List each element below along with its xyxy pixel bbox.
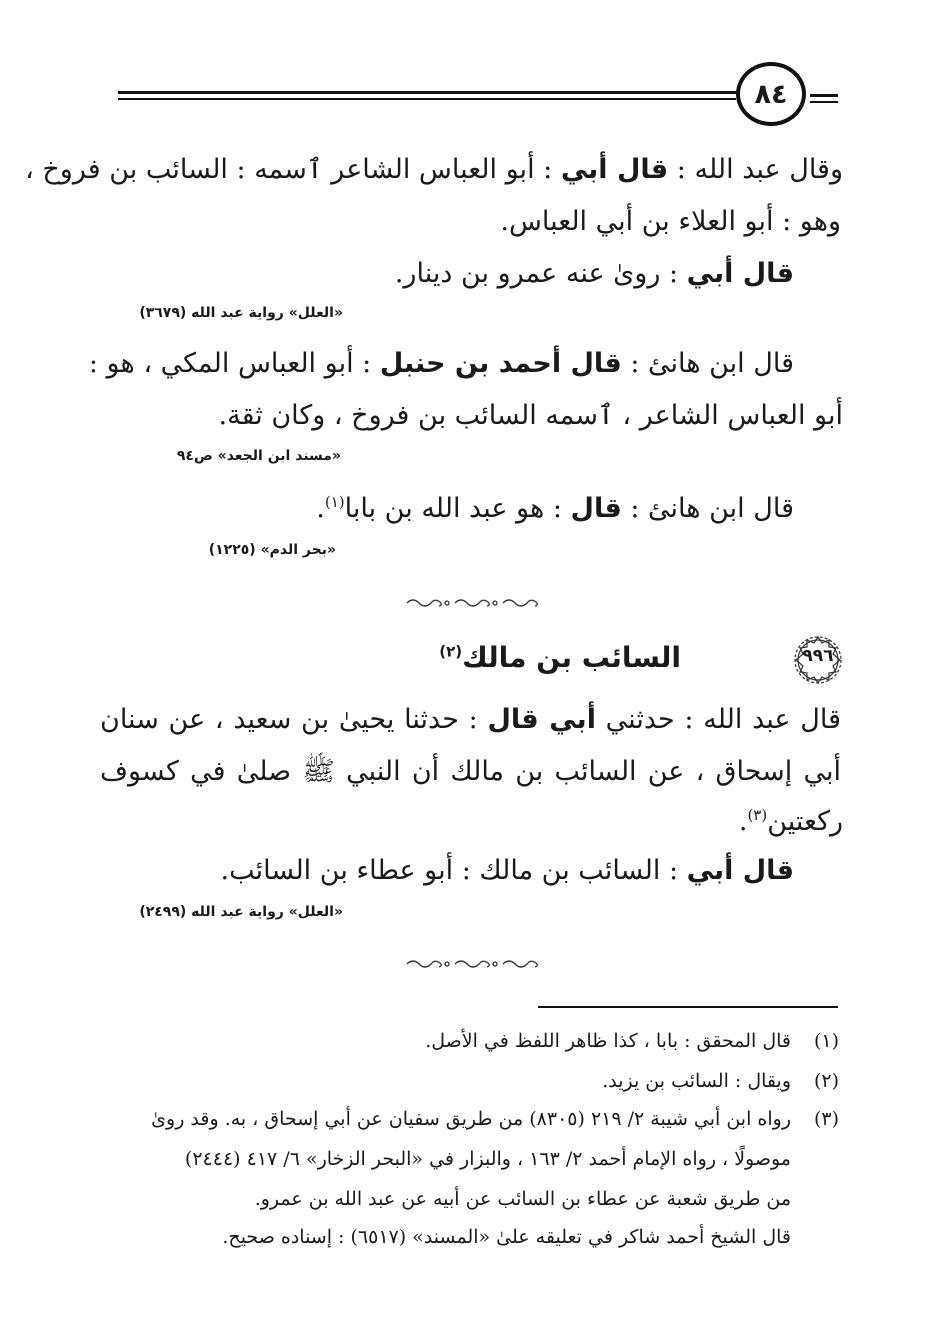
footnote-ref[interactable]: (٣) xyxy=(747,806,768,824)
bold-term: أبي قال xyxy=(487,704,596,735)
ornament-divider xyxy=(403,957,553,971)
text-line: أبي إسحاق ، عن السائب بن مالك أن النبي ﷺ صلىٰ في كسوف xyxy=(100,756,841,787)
footnote-text: ويقال : السائب بن يزيد. xyxy=(602,1070,791,1092)
footnote-text: من طريق شعبة عن عطاء بن السائب عن أبيه عن عبد الله بن عمرو. xyxy=(254,1188,791,1210)
header-rule xyxy=(810,101,838,103)
footnote-number: (١) xyxy=(813,1030,839,1052)
text-span: : السائب بن مالك : أبو عطاء بن السائب. xyxy=(220,855,687,886)
text-line xyxy=(316,489,794,529)
header-rule xyxy=(810,94,838,97)
text-span: قال ابن هانئ : xyxy=(621,493,794,524)
page-number: ٨٤ xyxy=(736,62,806,126)
text-span: قال ابن هانئ : xyxy=(621,348,794,379)
bold-term: قال أبي xyxy=(560,154,669,185)
footnote-ref[interactable]: (٢) xyxy=(439,642,463,661)
text-span: وقال عبد الله : xyxy=(668,154,843,185)
source-citation: «العلل» رواية عبد الله (٢٤٩٩) xyxy=(139,904,343,920)
bold-term: قال أبي xyxy=(686,258,794,289)
footnote-text: قال المحقق : بابا ، كذا ظاهر اللفظ في الأصل. xyxy=(425,1030,791,1052)
text-line xyxy=(739,802,843,842)
text-span: قال عبد الله : حدثني xyxy=(595,704,841,735)
entry-number: ٩٩٦ xyxy=(802,646,834,666)
section-title xyxy=(439,636,681,680)
text-span: : أبو العباس الشاعر ٱسمه : السائب بن فروخ ، xyxy=(25,154,561,185)
source-citation: «العلل» رواية عبد الله (٣٦٧٩) xyxy=(139,305,343,321)
source-citation: «بحر الدم» (١٢٢٥) xyxy=(208,542,336,558)
text-span: . xyxy=(738,806,748,837)
footnote-ref[interactable]: (١) xyxy=(324,493,345,511)
footnote-separator xyxy=(538,1006,838,1008)
source-citation: «مسند ابن الجعد» ص٩٤ xyxy=(176,448,341,464)
footnote-text: قال الشيخ أحمد شاكر في تعليقه علىٰ «المسند» (٦٥١٧) : إسناده صحيح. xyxy=(222,1226,791,1248)
text-line: أبو العباس الشاعر ، ٱسمه السائب بن فروخ ، وكان ثقة. xyxy=(218,400,843,431)
bold-term: قال أبي xyxy=(686,855,794,886)
footnote-text: رواه ابن أبي شيبة ٢/ ٢١٩ (٨٣٠٥) من طريق سفيان عن أبي إسحاق ، به. وقد روىٰ xyxy=(151,1108,791,1130)
text-line xyxy=(25,150,843,190)
header-rule xyxy=(118,98,736,100)
text-line xyxy=(89,344,794,384)
text-line: وهو : أبو العلاء بن أبي العباس. xyxy=(500,206,841,237)
text-span: : روىٰ عنه عمرو بن دينار. xyxy=(394,258,687,289)
text-line xyxy=(100,700,841,740)
bold-term: قال أحمد بن حنبل xyxy=(379,348,622,379)
footnote-number: (٣) xyxy=(813,1108,839,1130)
text-span: ركعتين xyxy=(767,806,843,837)
text-line xyxy=(395,254,794,294)
footnote-text: موصولًا ، رواه الإمام أحمد ٢/ ١٦٣ ، والبزار في «البحر الزخار» ٦/ ٤١٧ (٢٤٤٤) xyxy=(184,1148,791,1170)
text-span: : هو عبد الله بن بابا xyxy=(344,493,571,524)
text-span: : حدثنا يحيىٰ بن سعيد ، عن سنان xyxy=(100,704,478,735)
text-span: : أبو العباس المكي ، هو : xyxy=(88,348,380,379)
footnote-number: (٢) xyxy=(813,1070,839,1092)
section-title-text: السائب بن مالك xyxy=(462,641,681,674)
ornament-divider xyxy=(403,596,553,610)
text-span: . xyxy=(316,493,325,524)
bold-term: قال xyxy=(570,493,622,524)
text-line xyxy=(221,851,794,891)
header-rule xyxy=(118,91,736,94)
